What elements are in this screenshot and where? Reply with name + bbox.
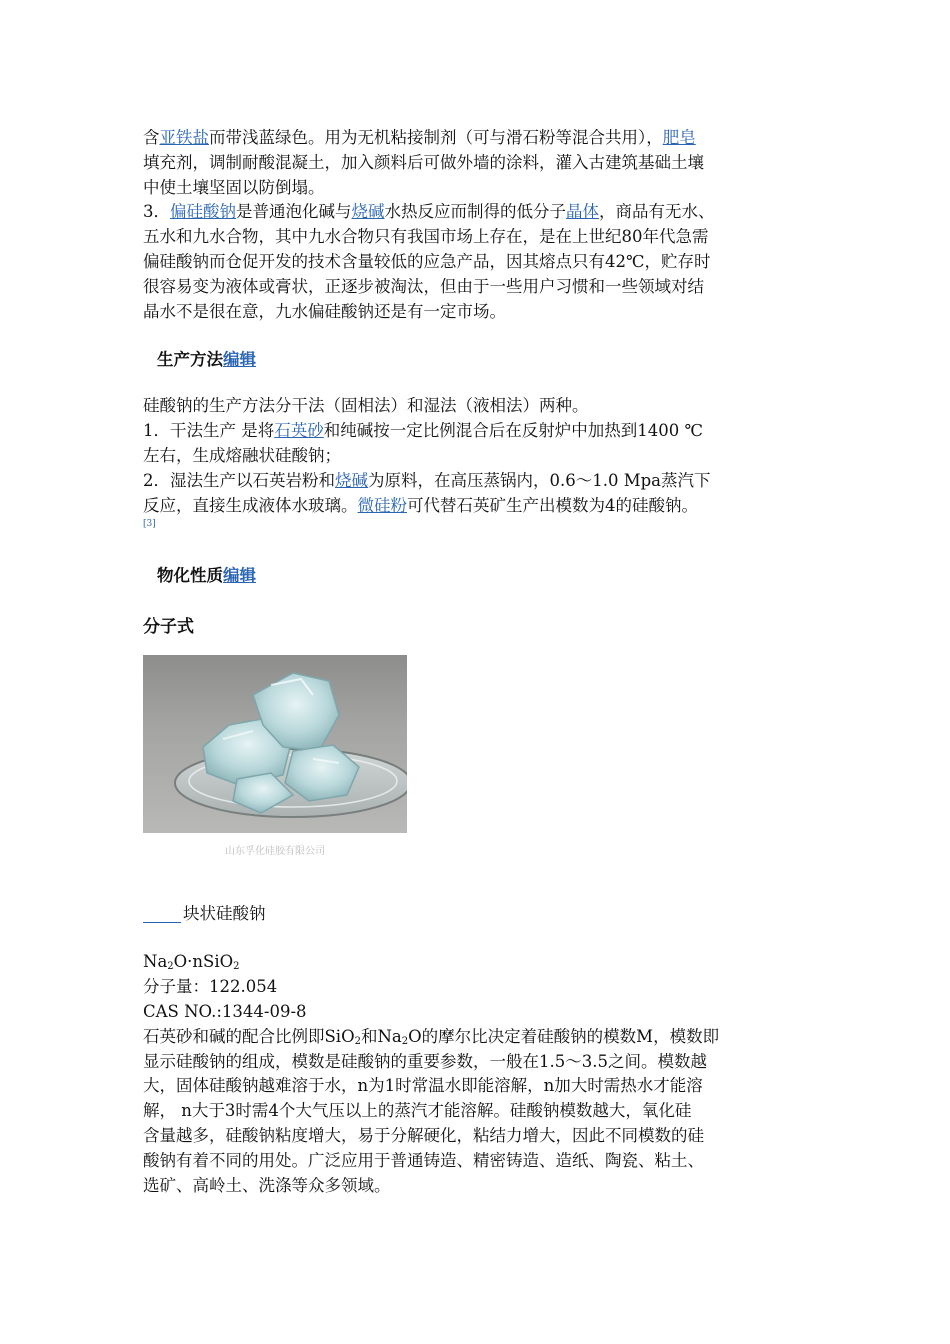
photo-caption: [143, 900, 803, 924]
link-caustic-soda[interactable]: 烧碱: [335, 470, 368, 490]
link-crystal[interactable]: 晶体: [566, 202, 599, 222]
text-line: 选矿、高岭土、洗涤等众多领域。: [143, 1175, 391, 1195]
section-heading-properties: [143, 562, 803, 586]
cas-number: CAS NO.:1344-09-8: [143, 1001, 307, 1021]
text: 是普通泡化碱与: [236, 202, 352, 222]
text-line: 显示硅酸钠的组成，模数是硅酸钠的重要参数，一般在1.5～3.5之间。模数越: [143, 1051, 707, 1071]
text-line: 五水和九水合物，其中九水合物只有我国市场上存在，是在上世纪80年代急需: [143, 227, 709, 247]
link-quartz-sand[interactable]: 石英砂: [274, 421, 324, 441]
text: 石英砂和碱的配合比例即SiO: [143, 1026, 355, 1046]
text-line: 中使土壤坚固以防倒塌。: [143, 177, 325, 197]
text-line: [143, 494, 803, 519]
text-line: 晶水不是很在意，九水偏硅酸钠还是有一定市场。: [143, 301, 506, 321]
subscript: 2: [167, 961, 174, 973]
text-line: 很容易变为液体或膏状，正逐步被淘汰，但由于一些用户习惯和一些领域对结: [143, 276, 704, 296]
caption-text: 块状硅酸钠: [183, 904, 266, 924]
text-line: [143, 419, 803, 444]
subscript: 2: [354, 1035, 361, 1047]
text-line: 偏硅酸钠而仓促开发的技术含量较低的应急产品，因其熔点只有42℃，贮存时: [143, 251, 711, 271]
edit-link[interactable]: 编辑: [223, 566, 256, 586]
document-page: [143, 126, 803, 1198]
text-line: 含量越多，硅酸钠粘度增大，易于分解硬化，粘结力增大，因此不同模数的硅: [143, 1125, 704, 1145]
text-line: 填充剂，调制耐酸混凝土，加入颜料后可做外墙的涂料，灌入古建筑基础土壤: [143, 152, 704, 172]
link-soap[interactable]: 肥皂: [662, 128, 696, 147]
link-caustic-soda[interactable]: 烧碱: [351, 202, 385, 222]
text: 可代替石英矿生产出模数为4的硅酸钠。: [407, 495, 698, 515]
text-line: 解， n大于3时需4个大气压以上的蒸汽才能溶解。硅酸钠模数越大，氧化硅: [143, 1101, 692, 1121]
text: 反应，直接生成液体水玻璃。: [143, 495, 358, 515]
reference-marker[interactable]: [3]: [143, 519, 156, 530]
text-line: 酸钠有着不同的用处。广泛应用于普通铸造、精密铸造、造纸、陶瓷、粘土、: [143, 1150, 704, 1170]
text-line: 左右，生成熔融状硅酸钠；: [143, 445, 341, 465]
heading-text: 物化性质: [157, 566, 223, 586]
heading-text: 生产方法: [157, 350, 223, 370]
text: 而带浅蓝绿色。用为无机粘接制剂（可与滑石粉等混合共用），: [209, 128, 663, 147]
text: 和Na: [360, 1026, 402, 1046]
text-line: [143, 200, 803, 225]
subscript: 2: [401, 1035, 409, 1047]
text: 1．干法生产 是将: [143, 421, 275, 441]
text: O的摩尔比决定着硅酸钠的模数M，模数即: [408, 1026, 720, 1046]
section-heading-production: [143, 346, 803, 370]
text-line: [143, 126, 803, 151]
text: 含: [143, 128, 160, 147]
chemical-formula: [143, 950, 803, 975]
photo-watermark: 山东孚化硅胶有限公司: [225, 846, 325, 858]
glass-chunks-illustration: [143, 655, 407, 833]
product-photo: [143, 655, 407, 860]
subscript: 2: [233, 961, 240, 973]
text-line: [143, 1025, 803, 1050]
text: 为原料，在高压蒸锅内，0.6～1.0 Mpa蒸汽下: [368, 470, 711, 490]
text: Na: [143, 952, 168, 972]
text: O·nSiO: [173, 952, 234, 972]
link-micro-silica[interactable]: 微硅粉: [357, 495, 407, 515]
link-ferrous-salt[interactable]: 亚铁盐: [159, 128, 209, 147]
text-line: 大，固体硅酸钠越难溶于水，n为1时常温水即能溶解，n加大时需热水才能溶: [143, 1076, 703, 1096]
molecular-weight: 分子量：122.054: [143, 977, 278, 997]
text: ，商品有无水、: [599, 202, 715, 222]
text: 水热反应而制得的低分子: [384, 202, 566, 222]
text: 2．湿法生产以石英岩粉和: [143, 470, 335, 490]
edit-link[interactable]: 编辑: [223, 350, 256, 370]
text-line: 硅酸钠的生产方法分干法（固相法）和湿法（液相法）两种。: [143, 396, 589, 416]
subheading-formula: 分子式: [143, 617, 194, 638]
link-sodium-metasilicate[interactable]: 偏硅酸钠: [170, 202, 236, 222]
text-line: [143, 469, 803, 494]
text: 3．: [143, 202, 170, 222]
caption-underline: [143, 922, 181, 923]
text: 和纯碱按一定比例混合后在反射炉中加热到1400 ℃: [323, 421, 703, 441]
